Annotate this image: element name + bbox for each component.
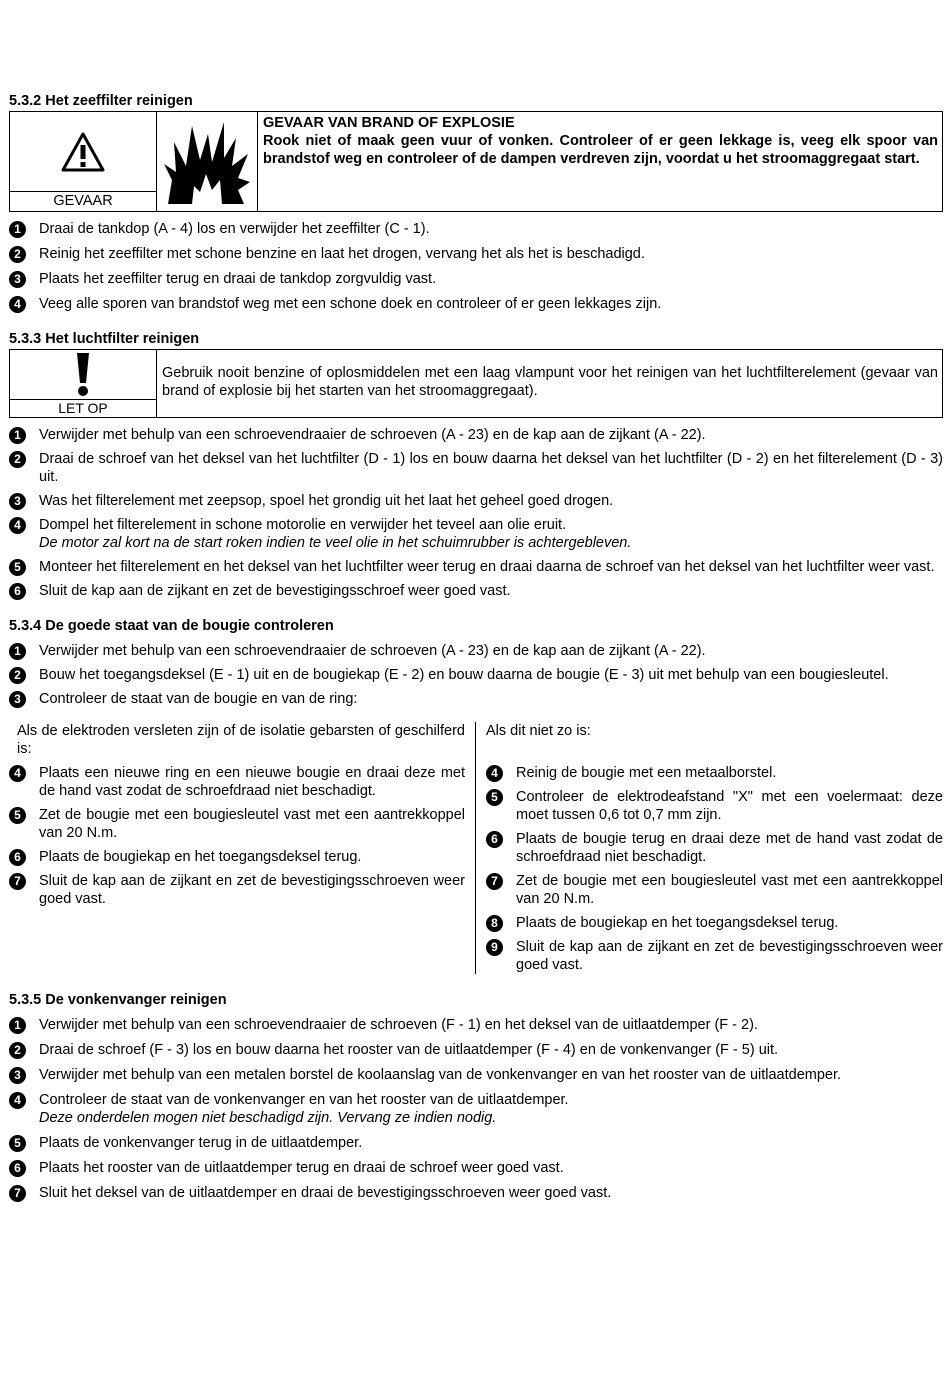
step-text: Bouw het toegangsdeksel (E - 1) uit en de bougiekap (E - 2) en bouw daarna de bougie (E - 3) uit met behulp van een bougiesleutel. [39, 667, 889, 683]
step-text: Verwijder met behulp van een metalen borstel de koolaanslag van de vonkenvanger en van het rooster van de uitlaatdemper. [39, 1067, 842, 1083]
step-number: 4 [9, 296, 26, 313]
step-number: 3 [9, 691, 26, 708]
list-item [9, 1016, 943, 1034]
step-number: 6 [9, 849, 26, 866]
step-number: 5 [486, 789, 503, 806]
step-number: 1 [9, 221, 26, 238]
steps-list [9, 1016, 943, 1202]
step-number: 6 [486, 831, 503, 848]
step-text: Plaats de bougiekap en het toegangsdeksel terug. [516, 915, 839, 931]
section-5-3-2 [9, 93, 943, 313]
list-item [486, 938, 943, 974]
step-text: Plaats een nieuwe ring en een nieuwe bougie en draai deze met de hand vast zodat de schroefdraad niet beschadigt. [39, 765, 465, 799]
list-item [9, 642, 943, 660]
step-note: De motor zal kort na de start roken indien te veel olie in het schuimrubber is achtergebleven. [39, 535, 632, 551]
step-text: Sluit de kap aan de zijkant en zet de bevestigingsschroef weer goed vast. [39, 583, 511, 599]
list-item [486, 872, 943, 908]
list-item [9, 1159, 943, 1177]
step-number: 9 [486, 939, 503, 956]
list-item [486, 914, 943, 932]
step-number: 7 [486, 873, 503, 890]
step-text: Draai de schroef (F - 3) los en bouw daarna het rooster van de uitlaatdemper (F - 4) en de vonkenvanger (F - 5) uit. [39, 1042, 779, 1058]
step-number: 2 [9, 246, 26, 263]
explosion-icon [162, 120, 252, 204]
list-item [9, 245, 943, 263]
list-item [486, 764, 943, 782]
danger-description: Rook niet of maak geen vuur of vonken. Controleer of er geen lekkage is, veeg elk spoor van brandstof weg en controleer of de dampen verdreven zijn, voordat u het stroomaggregaat start. [263, 133, 938, 167]
caution-label: LET OP [10, 399, 156, 417]
list-item [9, 872, 465, 908]
step-text: Was het filterelement met zeepsop, spoel het grondig uit het laat het geheel goed drogen. [39, 493, 614, 509]
step-number: 7 [9, 873, 26, 890]
list-item [9, 426, 943, 444]
left-column [9, 722, 476, 974]
list-item [9, 1134, 943, 1152]
step-text: Reinig het zeeffilter met schone benzine en laat het drogen, vervang het als het is beschadigd. [39, 246, 645, 262]
step-text: Verwijder met behulp van een schroevendraaier de schroeven (F - 1) en het deksel van de uitlaatdemper (F - 2). [39, 1017, 758, 1033]
list-item [9, 450, 943, 486]
step-number: 4 [9, 765, 26, 782]
step-text: Plaats het rooster van de uitlaatdemper terug en draai de schroef weer goed vast. [39, 1160, 564, 1176]
list-item [9, 806, 465, 842]
caution-text: Gebruik nooit benzine of oplosmiddelen met een laag vlampunt voor het reinigen van het luchtfilterelement (gevaar van brand of explosie bij het starten van het stroomaggregaat). [162, 365, 938, 399]
right-steps-list [486, 764, 943, 974]
list-item [9, 1066, 943, 1084]
step-number: 2 [9, 451, 26, 468]
step-text: Plaats de bougie terug en draai deze met de hand vast zodat de schroefdraad niet beschadigt. [516, 831, 943, 865]
section-5-3-4 [9, 618, 943, 974]
list-item [9, 492, 943, 510]
list-item [9, 666, 943, 684]
step-text: Monteer het filterelement en het deksel van het luchtfilter weer terug en draai daarna de schroef van het deksel van het luchtfilter weer vast. [39, 559, 935, 575]
steps-list [9, 642, 943, 708]
step-number: 1 [9, 427, 26, 444]
step-text: Draai de tankdop (A - 4) los en verwijder het zeeffilter (C - 1). [39, 221, 430, 237]
step-text: Sluit de kap aan de zijkant en zet de bevestigingsschroeven weer goed vast. [516, 939, 943, 973]
step-text: Controleer de staat van de bougie en van de ring: [39, 691, 358, 707]
manual-page [9, 93, 943, 1202]
list-item [9, 764, 465, 800]
step-text: Verwijder met behulp van een schroevendraaier de schroeven (A - 23) en de kap aan de zijkant (A - 22). [39, 643, 706, 659]
step-text: Veeg alle sporen van brandstof weg met een schone doek en controleer of er geen lekkages zijn. [39, 296, 662, 312]
step-text: Draai de schroef van het deksel van het luchtfilter (D - 1) los en bouw daarna het deksel van het luchtfilter (D - 2) en het filterelement (D - 3) uit. [39, 451, 943, 485]
danger-text [258, 112, 942, 211]
step-text: Sluit de kap aan de zijkant en zet de bevestigingsschroeven weer goed vast. [39, 873, 465, 907]
step-number: 6 [9, 583, 26, 600]
step-number: 5 [9, 559, 26, 576]
section-5-3-3 [9, 331, 943, 600]
step-number: 2 [9, 1042, 26, 1059]
step-text: Plaats de vonkenvanger terug in de uitlaatdemper. [39, 1135, 363, 1151]
list-item [9, 516, 943, 552]
section-title: 5.3.3 Het luchtfilter reinigen [9, 331, 200, 347]
step-number: 3 [9, 271, 26, 288]
left-steps-list [9, 764, 465, 908]
steps-list [9, 426, 943, 600]
step-number: 4 [486, 765, 503, 782]
step-number: 2 [9, 667, 26, 684]
list-item [9, 582, 943, 600]
step-number: 6 [9, 1160, 26, 1177]
list-item [9, 1041, 943, 1059]
danger-symbol-cell [10, 112, 157, 211]
section-5-3-5 [9, 992, 943, 1202]
step-number: 3 [9, 493, 26, 510]
step-number: 4 [9, 1092, 26, 1109]
step-text: Zet de bougie met een bougiesleutel vast met een aantrekkoppel van 20 N.m. [516, 873, 943, 907]
step-note: Deze onderdelen mogen niet beschadigd zijn. Vervang ze indien nodig. [39, 1110, 497, 1126]
step-number: 1 [9, 643, 26, 660]
list-item [486, 830, 943, 866]
step-number: 8 [486, 915, 503, 932]
danger-box [9, 111, 943, 212]
step-number: 4 [9, 517, 26, 534]
list-item [9, 690, 943, 708]
caution-box [9, 349, 943, 418]
right-column [476, 722, 943, 974]
list-item [9, 848, 465, 866]
two-column-procedure [9, 722, 943, 974]
step-text: Zet de bougie met een bougiesleutel vast met een aantrekkoppel van 20 N.m. [39, 807, 465, 841]
step-number: 5 [9, 807, 26, 824]
section-title: 5.3.5 De vonkenvanger reinigen [9, 992, 227, 1008]
left-column-condition: Als de elektroden versleten zijn of de isolatie gebarsten of geschilferd is: [17, 723, 465, 757]
step-text: Dompel het filterelement in schone motorolie en verwijder het teveel aan olie eruit. [39, 517, 567, 533]
explosion-cell [157, 112, 258, 211]
warning-triangle-icon [61, 131, 105, 173]
section-title: 5.3.4 De goede staat van de bougie controleren [9, 618, 334, 634]
step-number: 5 [9, 1135, 26, 1152]
list-item [486, 788, 943, 824]
step-text: Plaats de bougiekap en het toegangsdeksel terug. [39, 849, 362, 865]
step-text: Reinig de bougie met een metaalborstel. [516, 765, 777, 781]
section-title: 5.3.2 Het zeeffilter reinigen [9, 93, 193, 109]
step-number: 7 [9, 1185, 26, 1202]
right-column-condition: Als dit niet zo is: [486, 723, 591, 739]
list-item [9, 558, 943, 576]
list-item [9, 220, 943, 238]
step-number: 1 [9, 1017, 26, 1034]
steps-list [9, 220, 943, 313]
step-text: Controleer de staat van de vonkenvanger en van het rooster van de uitlaatdemper. [39, 1092, 569, 1108]
step-number: 3 [9, 1067, 26, 1084]
caution-symbol-cell [10, 350, 157, 417]
step-text: Sluit het deksel van de uitlaatdemper en draai de bevestigingsschroeven weer goed vast. [39, 1185, 612, 1201]
step-text: Plaats het zeeffilter terug en draai de tankdop zorgvuldig vast. [39, 271, 437, 287]
step-text: Controleer de elektrodeafstand "X" met een voelermaat: deze moet tussen 0,6 tot 0,7 mm zijn. [516, 789, 943, 823]
step-text: Verwijder met behulp van een schroevendraaier de schroeven (A - 23) en de kap aan de zijkant (A - 22). [39, 427, 706, 443]
danger-label: GEVAAR [10, 191, 156, 211]
list-item [9, 295, 943, 313]
list-item [9, 1091, 943, 1127]
danger-title: GEVAAR VAN BRAND OF EXPLOSIE [263, 115, 515, 131]
exclamation-icon [76, 353, 90, 397]
list-item [9, 270, 943, 288]
list-item [9, 1184, 943, 1202]
